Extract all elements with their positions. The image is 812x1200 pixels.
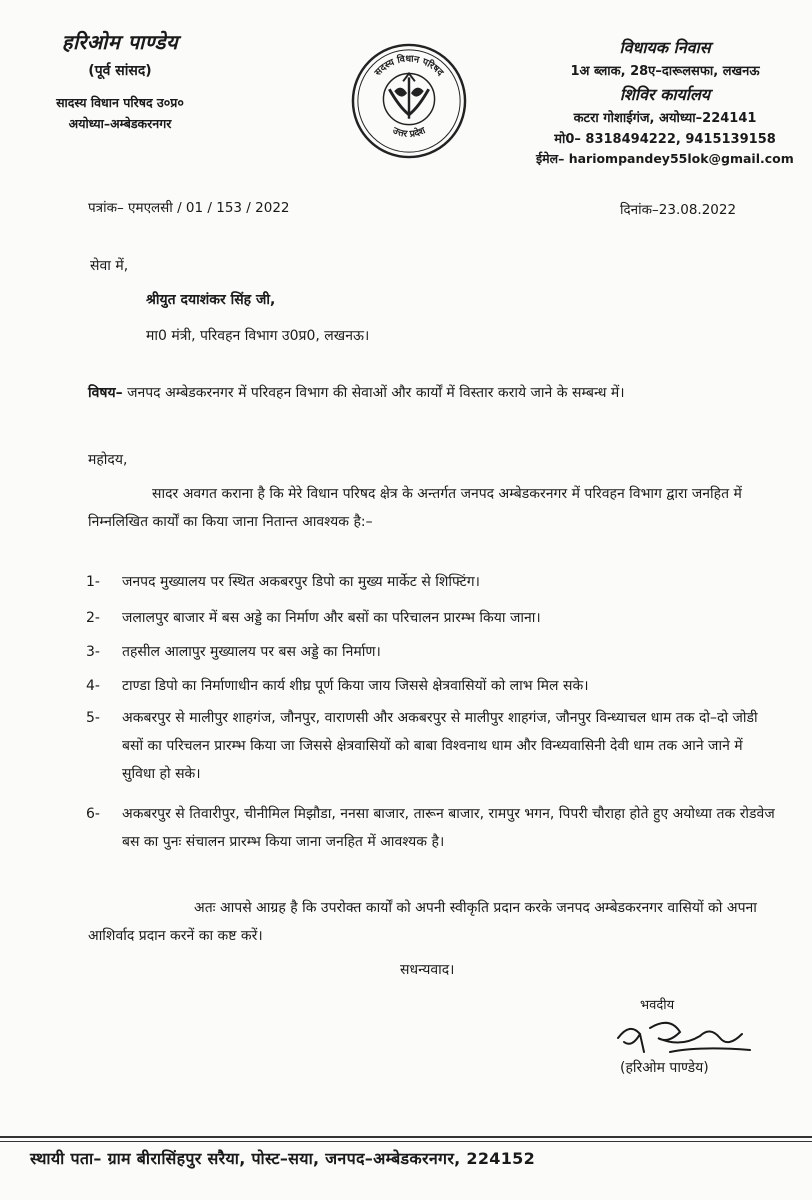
- letterhead-right: [530, 36, 800, 167]
- item-number: 2-: [86, 610, 100, 626]
- item-text: तहसील आलापुर मुख्यालय पर बस अड्डे का निर्माण।: [122, 644, 381, 660]
- intro-paragraph: सादर अवगत कराना है कि मेरे विधान परिषद क्षेत्र के अन्तर्गत जनपद अम्बेडकरनगर में परिवहन विभाग द्वारा जनहित में निम्नलिखित कार्यों का किया जाना नितान्त आवश्यक है:–: [88, 486, 742, 530]
- sender-name: हरिओम पाण्डेय: [61, 30, 179, 54]
- list-item: [86, 568, 780, 596]
- list-item: [86, 672, 780, 700]
- emblem-top-text: सदस्य विधान परिषद: [372, 53, 446, 79]
- item-text: जनपद मुख्यालय पर स्थित अकबरपुर डिपो का मुख्य मार्केट से शिफ्टिंग।: [122, 574, 480, 590]
- letterhead-left: [0, 28, 240, 132]
- handwritten-signature: [610, 1008, 760, 1060]
- list-item: [86, 604, 780, 632]
- closing-paragraph: अतः आपसे आग्रह है कि उपरोक्त कार्यों को अपनी स्वीकृति प्रदान करके जनपद अम्बेडकरनगर वासियों को अपना आशिर्वाद प्रदान करनें का कष्ट करें।: [88, 900, 757, 944]
- greeting: महोदय,: [88, 452, 128, 468]
- former-title: (पूर्व सांसद): [88, 63, 152, 79]
- item-text: जलालपुर बाजार में बस अड्डे का निर्माण और बसों का परिचालन प्रारम्भ किया जाना।: [122, 610, 541, 626]
- item-text: टाण्डा डिपो का निर्माणाधीन कार्य शीघ्र पूर्ण किया जाय जिससे क्षेत्रवासियों को लाभ मिल सके।: [122, 678, 589, 694]
- mobile-numbers: मो0– 8318494222, 9415139158: [554, 132, 776, 147]
- legislative-council-emblem: [350, 42, 468, 160]
- footer-rule: [0, 1141, 812, 1142]
- salutation-to: सेवा में,: [90, 258, 129, 274]
- subject-text: जनपद अम्बेडकरनगर में परिवहन विभाग की सेवाओं और कार्यों में विस्तार कराये जाने के सम्बन्ध में।: [122, 385, 625, 401]
- sender-position: सादस्य विधान परिषद उ०प्र०: [56, 95, 184, 110]
- subject-label: विषय–: [88, 385, 123, 401]
- item-number: 6-: [86, 806, 100, 822]
- emblem-bottom-text: उत्तर प्रदेश: [390, 125, 428, 140]
- subject-line: [88, 382, 778, 404]
- reference-number: पत्रांक– एमएलसी / 01 / 153 / 2022: [88, 200, 290, 216]
- list-item: [86, 704, 780, 788]
- list-item: [86, 800, 780, 856]
- list-item: [86, 638, 780, 666]
- signatory-name: (हरिओम पाण्डेय): [620, 1060, 709, 1076]
- residence-title: विधायक निवास: [619, 38, 711, 57]
- item-text: अकबरपुर से मालीपुर शाहगंज, जौनपुर, वाराणसी और अकबरपुर से मालीपुर शाहगंज, जौनपुर विन्ध्याचल धाम तक दो–दो जोडी बसों का परिचलन प्रारम्भ किया जा जिससे क्षेत्रवासियों को बाबा विश्वनाथ धाम और विन्ध्यवासिनी देवी धाम तक आने जाने में सुविधा हो सके।: [122, 710, 758, 782]
- letter-date: दिनांक–23.08.2022: [620, 202, 737, 218]
- camp-office-title: शिविर कार्यालय: [619, 85, 711, 104]
- item-number: 5-: [86, 710, 100, 726]
- item-number: 3-: [86, 644, 100, 660]
- sender-constituency: अयोध्या–अम्बेडकरनगर: [68, 116, 172, 131]
- footer-rule: [0, 1136, 812, 1138]
- item-number: 4-: [86, 678, 100, 694]
- signoff-label: भवदीय: [640, 998, 675, 1013]
- permanent-address: स्थायी पता– ग्राम बीरासिंहपुर सरैया, पोस्ट–सया, जनपद–अम्बेडकरनगर, 224152: [30, 1149, 536, 1168]
- thanks: सधन्यवाद।: [400, 962, 455, 978]
- recipient-designation: मा0 मंत्री, परिवहन विभाग उ0प्र0, लखनऊ।: [146, 328, 370, 344]
- camp-office-address: कटरा गोशाईगंज, अयोध्या–224141: [573, 111, 757, 126]
- item-number: 1-: [86, 574, 100, 590]
- recipient-name: श्रीयुत दयाशंकर सिंह जी,: [146, 292, 276, 308]
- residence-address: 1अ ब्लाक, 28ए–दारूलसफा, लखनऊ: [570, 64, 760, 79]
- email-address: ईमेल– hariompandey55lok@gmail.com: [536, 151, 794, 166]
- item-text: अकबरपुर से तिवारीपुर, चीनीमिल मिझौडा, ननसा बाजार, तारून बाजार, रामपुर भगन, पिपरी चौराहा होते हुए अयोध्या तक रोडवेज बस का पुनः संचालन प्रारम्भ किया जाना जनहित में आवश्यक है।: [122, 806, 775, 850]
